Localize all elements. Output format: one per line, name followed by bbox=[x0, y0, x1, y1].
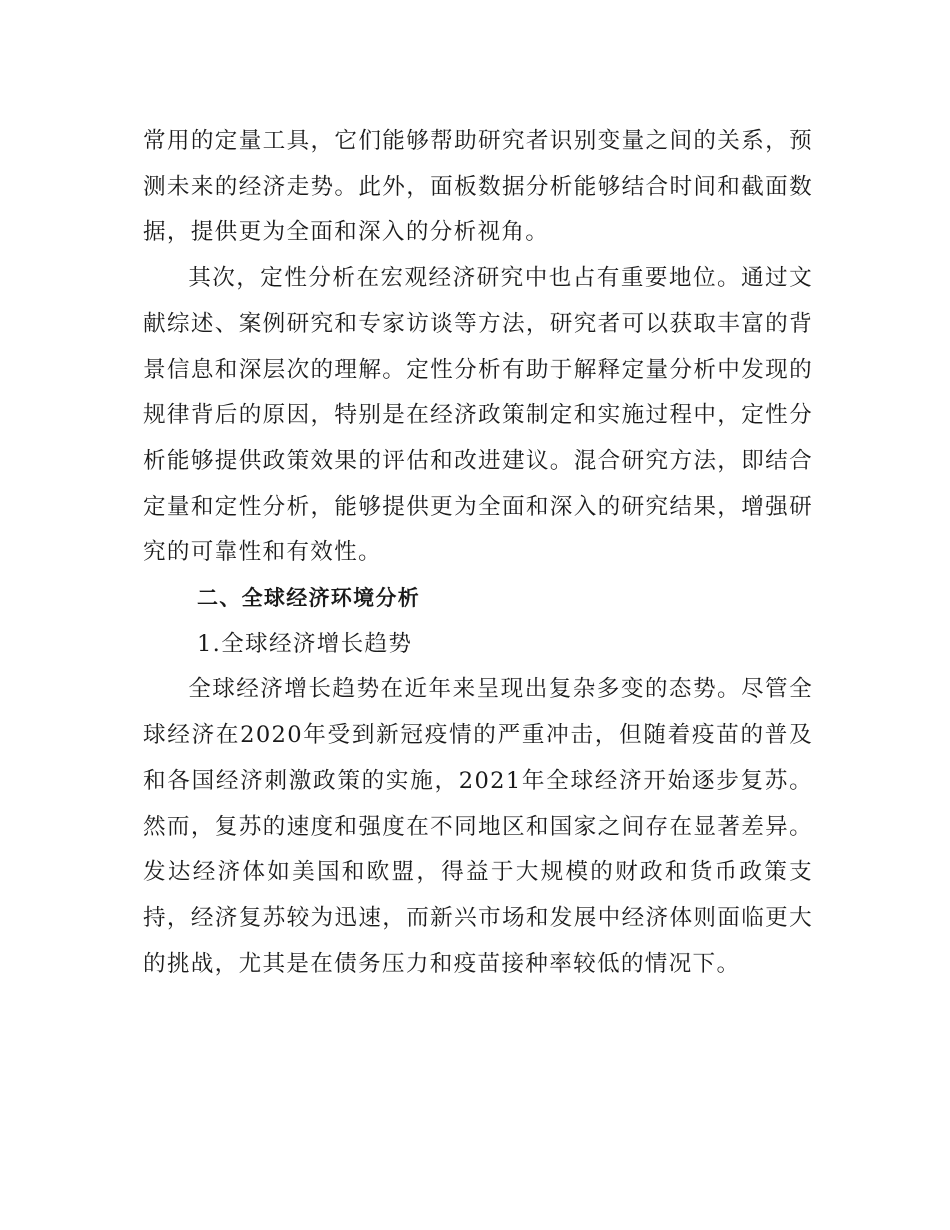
document-page bbox=[143, 119, 813, 987]
body-paragraph: 全球经济增长趋势在近年来呈现出复杂多变的态势。尽管全球经济在2020年受到新冠疫情的严重冲击，但随着疫苗的普及和各国经济刺激政策的实施，2021年全球经济开始逐步复苏。然而，复苏的速度和强度在不同地区和国家之间存在显著差异。发达经济体如美国和欧盟，得益于大规模的财政和货币政策支持，经济复苏较为迅速，而新兴市场和发展中经济体则面临更大的挑战，尤其是在债务压力和疫苗接种率较低的情况下。 bbox=[143, 676, 813, 977]
subsection-heading: 1.全球经济增长趋势 bbox=[197, 630, 413, 657]
body-paragraph: 其次，定性分析在宏观经济研究中也占有重要地位。通过文献综述、案例研究和专家访谈等方法，研究者可以获取丰富的背景信息和深层次的理解。定性分析有助于解释定量分析中发现的规律背后的原因，特别是在经济政策制定和实施过程中，定性分析能够提供政策效果的评估和改进建议。混合研究方法，即结合定量和定性分析，能够提供更为全面和深入的研究结果，增强研究的可靠性和有效性。 bbox=[143, 265, 813, 566]
section-heading: 二、全球经济环境分析 bbox=[197, 586, 420, 611]
body-paragraph: 常用的定量工具，它们能够帮助研究者识别变量之间的关系，预测未来的经济走势。此外，面板数据分析能够结合时间和截面数据，提供更为全面和深入的分析视角。 bbox=[143, 128, 813, 246]
